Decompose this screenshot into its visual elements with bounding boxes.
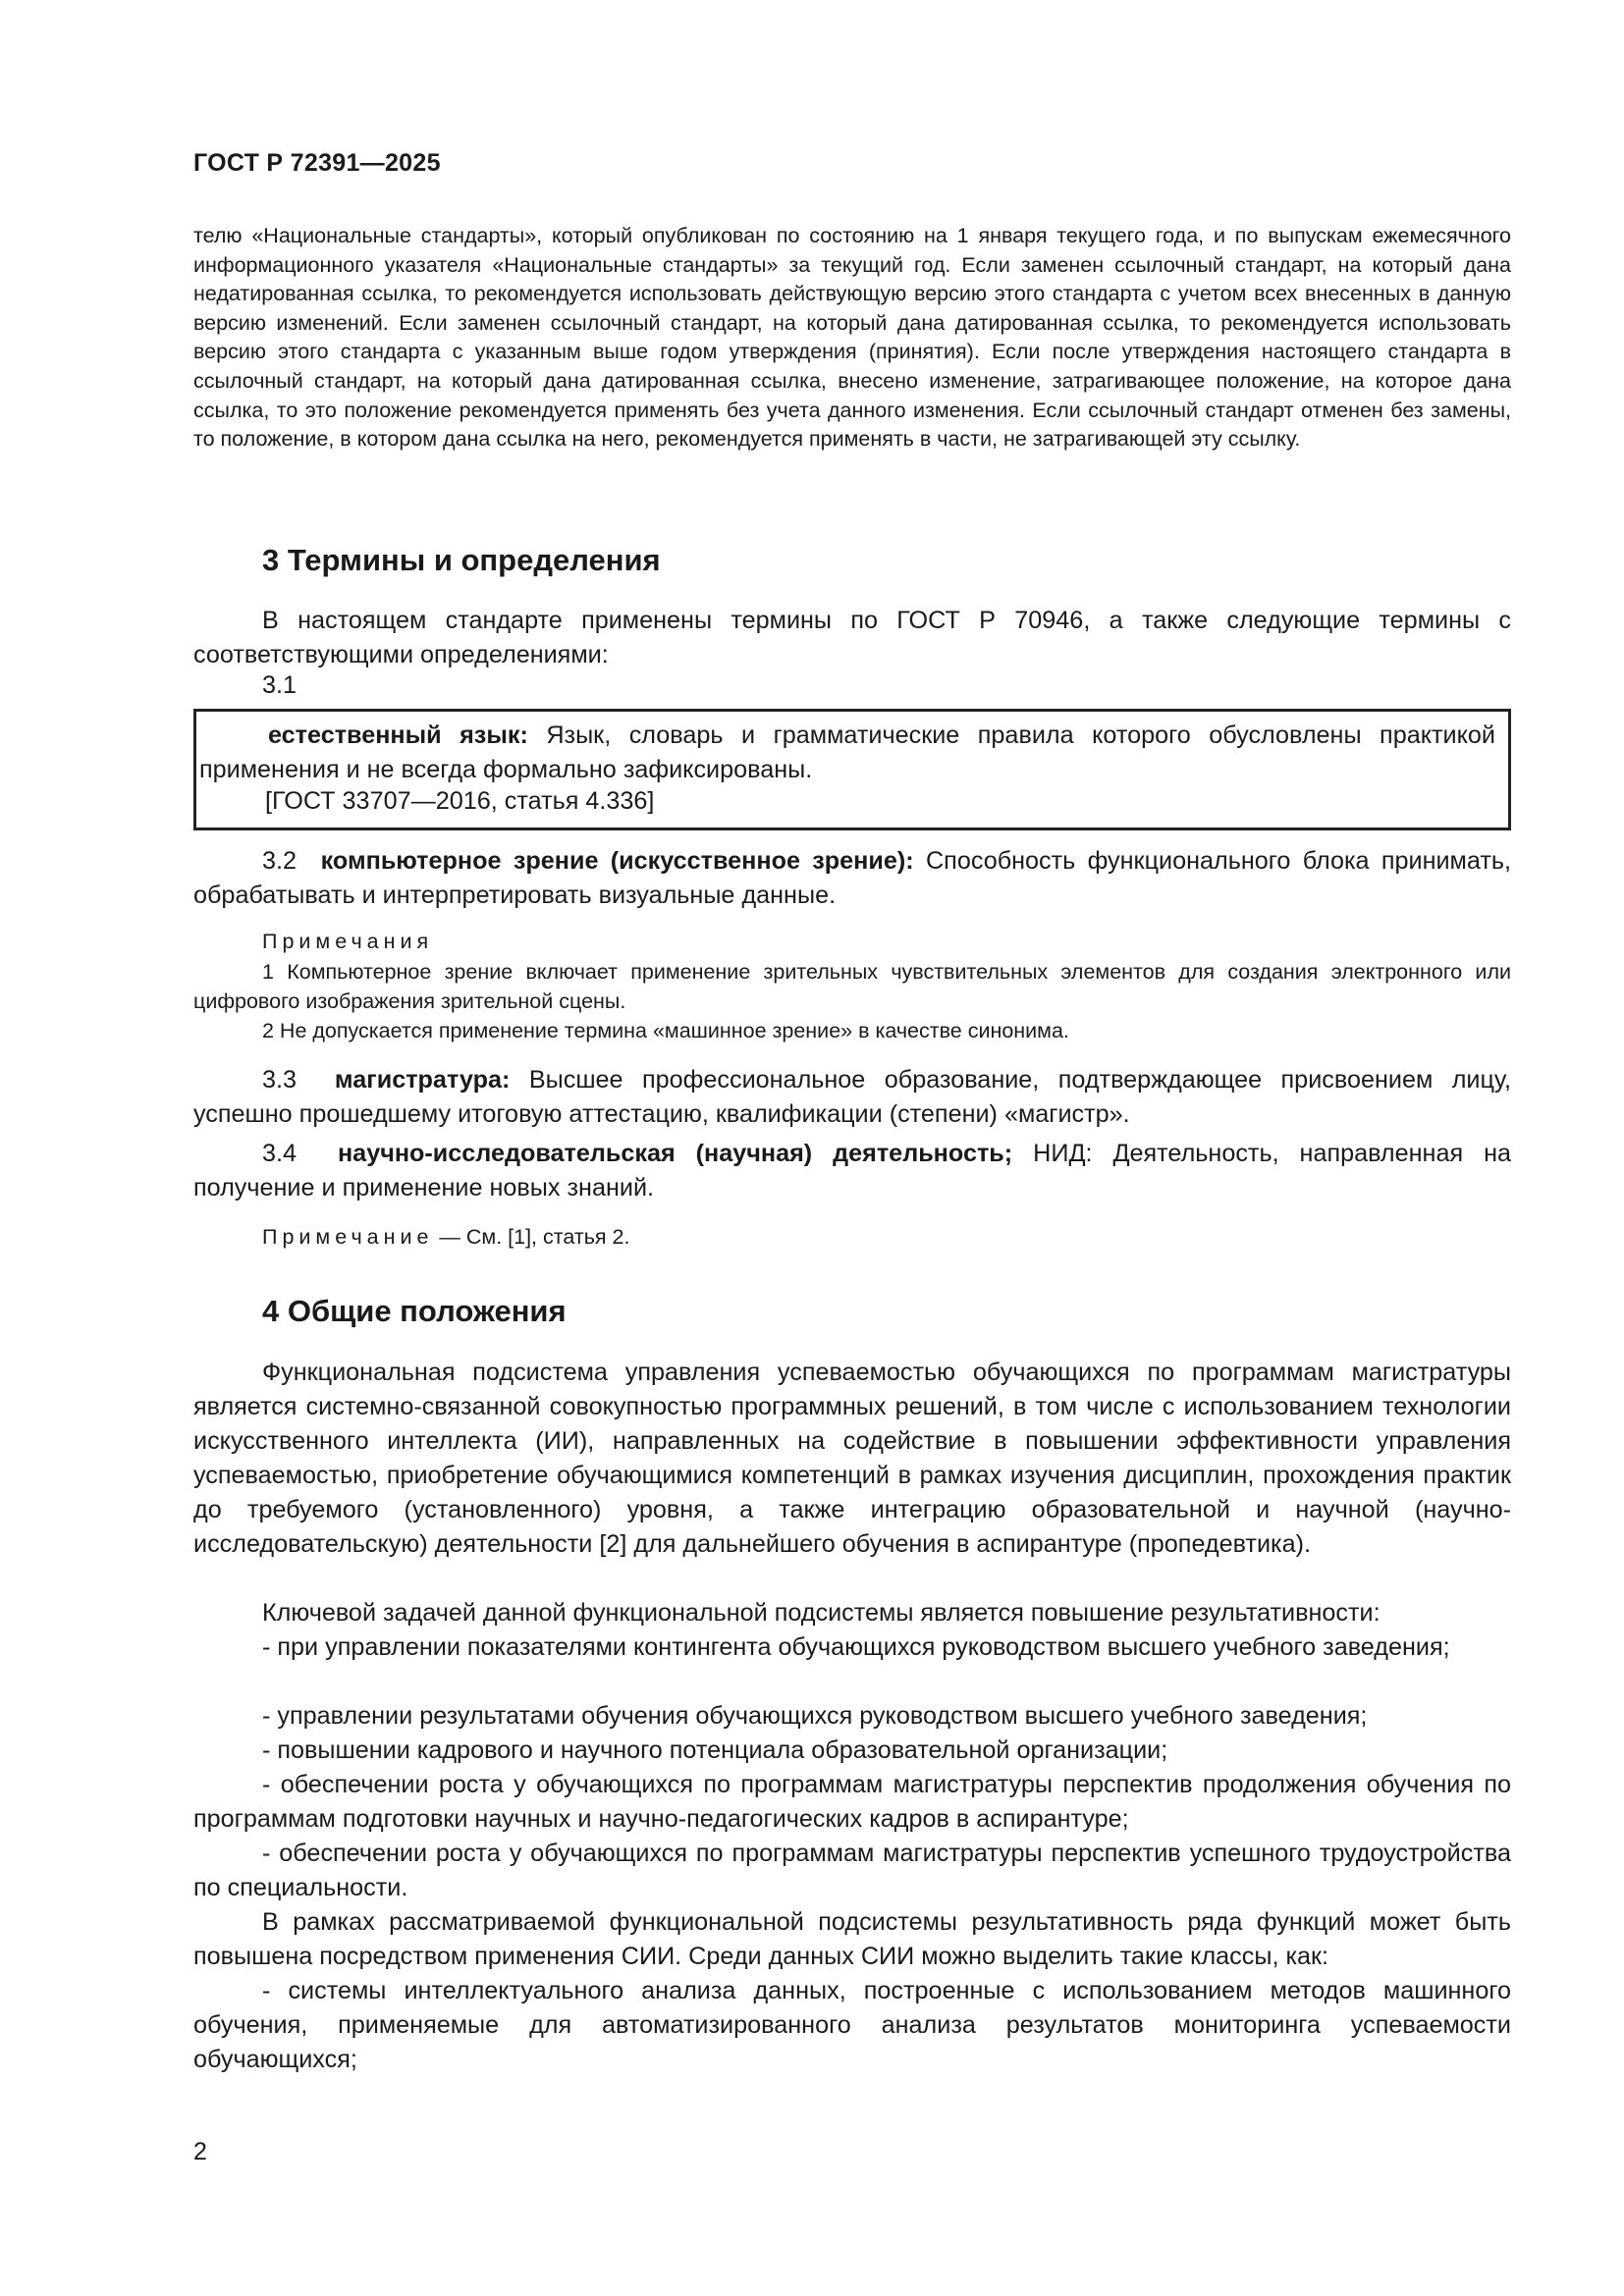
term-3-3-number: 3.3 [262, 1066, 298, 1094]
section-4-title: 4 Общие положения [262, 1294, 567, 1328]
list-item: - повышении кадрового и научного потенциала образовательной организации; [262, 1736, 1168, 1764]
list-item: - обеспечении роста у обучающихся по программам магистратуры перспектив продолжения обучения по программам подготовки научных и научно-педагогических кадров в аспирантуре; [193, 1771, 1511, 1833]
term-3-4 [193, 1137, 1511, 1205]
term-3-2-term: компьютерное зрение (искусственное зрение): [320, 847, 914, 875]
note-1: 1 Компьютерное зрение включает применение зрительных чувствительных элементов для создания электронного или цифрового изображения зрительной сцены. [193, 960, 1511, 1013]
term-3-1-source: [ГОСТ 33707—2016, статья 4.336] [265, 787, 655, 815]
note-2: 2 Не допускается применение термина «машинное зрение» в качестве синонима. [262, 1019, 1069, 1042]
term-3-1-term: естественный язык: [268, 721, 528, 749]
term-3-2-definition: Способность функционального блока принимать, обрабатывать и интерпретировать визуальные данные. [193, 847, 1511, 909]
term-3-4-term: научно-исследовательская (научная) деятельность; [337, 1140, 1013, 1167]
term-3-4-definition: НИД: Деятельность, направленная на получение и применение новых знаний. [193, 1140, 1511, 1201]
page-number: 2 [193, 2138, 207, 2165]
term-3-4-note-label: Примечание [262, 1225, 434, 1249]
notes-heading: Примечания [262, 930, 434, 953]
term-3-3 [193, 1063, 1511, 1132]
term-3-2 [193, 844, 1511, 913]
list-item: - системы интеллектуального анализа данных, построенные с использованием методов машинного обучения, применяемые для автоматизированного анализа результатов мониторинга успеваемости обучающихся; [193, 1977, 1511, 2073]
term-3-3-term: магистратура: [334, 1066, 511, 1094]
continuation-paragraph: телю «Национальные стандарты», который опубликован по состоянию на 1 января текущего года, и по выпускам ежемесячного информационного указателя «Национальные стандарты» за текущий год. Если заменен ссылочный стандарт, на который дана недатированная ссылка, то рекомендуется использовать действующую версию этого стандарта с учетом всех внесенных в данную версию изменений. Если заменен ссылочный стандарт, на который дана датированная ссылка, то рекомендуется использовать версию этого стандарта с указанным выше годом утверждения (принятия). Если после утверждения настоящего стандарта в ссылочный стандарт, на который дана датированная ссылка, внесено изменение, затрагивающее положение, на которое дана ссылка, то это положение рекомендуется применять без учета данного изменения. Если ссылочный стандарт отменен без замены, то положение, в котором дана ссылка на него, рекомендуется применять в части, не затрагивающей эту ссылку. [193, 224, 1511, 452]
list-item: - обеспечении роста у обучающихся по программам магистратуры перспектив успешного трудоустройства по специальности. [193, 1840, 1511, 1901]
term-3-1-number: 3.1 [262, 671, 298, 699]
section-3-intro: В настоящем стандарте применены термины по ГОСТ Р 70946, а также следующие термины с соответствующими определениями: [193, 607, 1511, 668]
term-3-1-box [193, 709, 1511, 830]
term-3-2-number: 3.2 [262, 847, 298, 875]
term-3-4-note [262, 1225, 629, 1250]
term-3-4-number: 3.4 [262, 1140, 298, 1167]
term-3-4-note-text: — См. [1], статья 2. [433, 1225, 630, 1249]
section-4-paragraph-1: Функциональная подсистема управления успеваемостью обучающихся по программам магистратуры является системно-связанной совокупностью программных решений, в том числе с использованием технологии искусственного интеллекта (ИИ), направленных на содействие в повышении эффективности управления успеваемостью, приобретение обучающимися компетенций в рамках изучения дисциплин, прохождения практик до требуемого (установленного) уровня, а также интеграцию образовательной и научной (научно-исследовательскую) деятельности [2] для дальнейшего обучения в аспирантуре (пропедевтика). [193, 1359, 1511, 1558]
term-3-1-text [199, 719, 1495, 787]
list-item: - управлении результатами обучения обучающихся руководством высшего учебного заведения; [262, 1702, 1368, 1730]
section-4-paragraph-2: Ключевой задачей данной функциональной подсистемы является повышение результативности: [262, 1599, 1380, 1627]
list-item: - при управлении показателями контингента обучающихся руководством высшего учебного заведения; [262, 1633, 1450, 1661]
term-3-3-definition: Высшее профессиональное образование, подтверждающее присвоением лицу, успешно прошедшему итоговую аттестацию, квалификации (степени) «магистр». [193, 1066, 1511, 1128]
section-4-paragraph-3: В рамках рассматриваемой функциональной подсистемы результативность ряда функций может быть повышена посредством применения СИИ. Среди данных СИИ можно выделить такие классы, как: [193, 1908, 1511, 1970]
term-3-1-definition: Язык, словарь и грамматические правила которого обусловлены практикой применения и не всегда формально зафиксированы. [199, 721, 1496, 783]
document-header: ГОСТ Р 72391—2025 [193, 149, 441, 177]
section-3-title: 3 Термины и определения [262, 543, 661, 577]
